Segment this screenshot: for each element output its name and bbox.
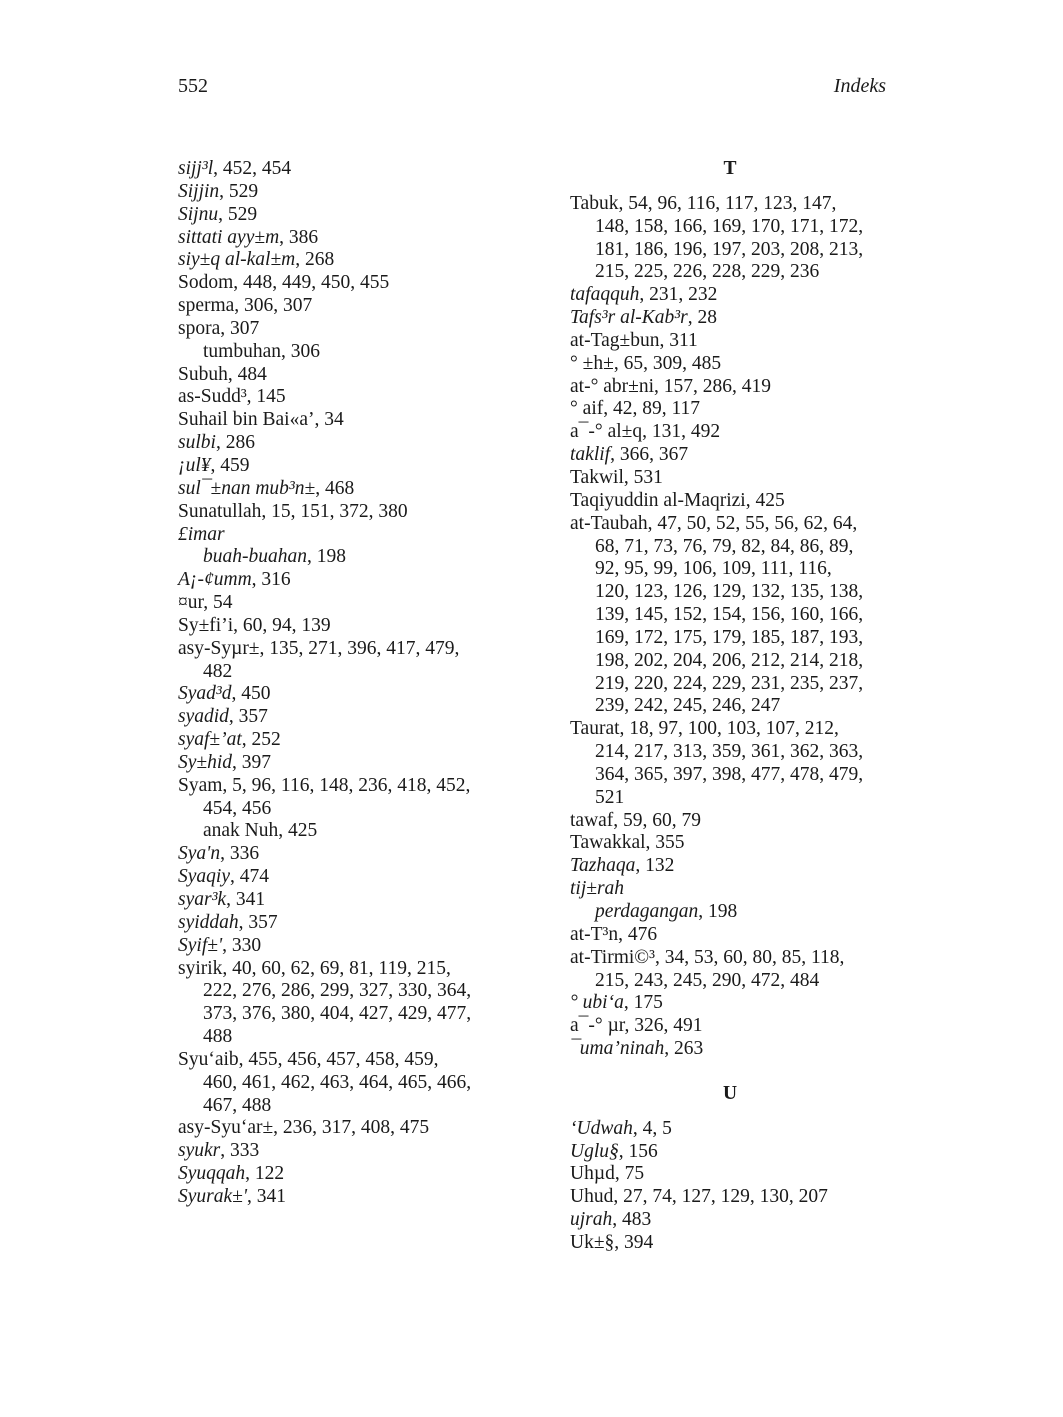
index-entry (178, 1117, 508, 1140)
entry-pages: , 263 (664, 1038, 704, 1060)
entry-term: 169, 172, 175, 179, 185, 187, 193, (595, 626, 864, 648)
entry-term: Syu‘aib, 455, 456, 457, 458, 459, (178, 1048, 439, 1070)
entry-term: as-Sudd³, 145 (178, 386, 286, 408)
index-section-t (570, 193, 890, 1061)
index-entry (178, 524, 508, 547)
index-entry (570, 421, 890, 444)
index-entry (570, 330, 890, 353)
entry-term: Uhud, 27, 74, 127, 129, 130, 207 (570, 1186, 828, 1208)
index-entry (570, 992, 890, 1015)
entry-pages: , 175 (623, 992, 663, 1014)
entry-term: Tawakkal, 355 (570, 832, 685, 854)
entry-term: Tazhaqa (570, 855, 636, 877)
entry-term: sperma, 306, 307 (178, 295, 313, 317)
index-entry (178, 455, 508, 478)
entry-term: Sijjin (178, 180, 220, 202)
entry-term: Taqiyuddin al-Maqrizi, 425 (570, 489, 785, 511)
entry-term: Taurat, 18, 97, 100, 103, 107, 212, (570, 718, 839, 740)
index-entry (570, 1141, 890, 1164)
index-entry (178, 729, 508, 752)
entry-term: syadid (178, 706, 229, 728)
index-entry (178, 1049, 508, 1072)
index-column-left (178, 158, 508, 1209)
index-entry-continuation (570, 604, 890, 627)
index-entry (570, 810, 890, 833)
index-subentry (178, 341, 508, 364)
entry-term: tij±rah (570, 878, 625, 900)
entry-term: Sunatullah, 15, 151, 372, 380 (178, 500, 408, 522)
entry-term: 521 (595, 786, 625, 808)
entry-term: anak Nuh, 425 (203, 820, 318, 842)
index-entry (570, 513, 890, 536)
entry-term: taklif (570, 444, 611, 466)
entry-term: 215, 225, 226, 228, 229, 236 (595, 261, 820, 283)
entry-pages: , 357 (238, 911, 278, 933)
index-entry (178, 775, 508, 798)
index-subentry (178, 546, 508, 569)
entry-pages: , 333 (220, 1140, 260, 1162)
entry-term: sijj³l (178, 158, 214, 179)
index-entry (178, 889, 508, 912)
entry-term: syirik, 40, 60, 62, 69, 81, 119, 215, (178, 957, 451, 979)
index-entry-continuation (178, 1026, 508, 1049)
index-entry (178, 432, 508, 455)
index-entry (570, 193, 890, 216)
index-entry (570, 1186, 890, 1209)
index-entry (178, 706, 508, 729)
entry-term: 364, 365, 397, 398, 477, 478, 479, (595, 763, 864, 785)
entry-term: 222, 276, 286, 299, 327, 330, 364, (203, 980, 472, 1002)
entry-pages: , 459 (210, 454, 250, 476)
entry-term: Uglu§ (570, 1140, 619, 1162)
entry-pages: , 4, 5 (632, 1117, 672, 1139)
entry-pages: , 330 (222, 934, 262, 956)
entry-term: 148, 158, 166, 169, 170, 171, 172, (595, 215, 864, 237)
entry-pages: , 336 (220, 843, 260, 865)
index-entry (570, 1118, 890, 1141)
index-entry (178, 752, 508, 775)
entry-term: Sodom, 448, 449, 450, 455 (178, 272, 390, 294)
index-entry (178, 958, 508, 981)
entry-term: 454, 456 (203, 797, 272, 819)
entry-term: £imar (178, 523, 225, 545)
index-entry (178, 386, 508, 409)
page-number: 552 (178, 75, 208, 97)
entry-term: asy-Syµr±, 135, 271, 396, 417, 479, (178, 637, 460, 659)
index-entry (570, 1038, 890, 1061)
index-entry (178, 683, 508, 706)
entry-term: tafaqquh (570, 284, 640, 306)
index-entry (178, 912, 508, 935)
entry-term: at-T³n, 476 (570, 923, 658, 945)
entry-term: ° ubi‘a (570, 992, 624, 1014)
entry-pages: , 529 (219, 180, 259, 202)
index-entry (570, 490, 890, 513)
entry-term: 373, 376, 380, 404, 427, 429, 477, (203, 1003, 472, 1025)
entry-pages: , 529 (218, 203, 258, 225)
index-entry-continuation (570, 787, 890, 810)
entry-pages: , 357 (228, 706, 268, 728)
entry-term: Syaqiy (178, 866, 230, 888)
index-entry-continuation (570, 970, 890, 993)
entry-term: 92, 95, 99, 106, 109, 111, 116, (595, 558, 832, 580)
entry-term: sul¯±nan mub³n± (178, 477, 316, 499)
index-entry (178, 569, 508, 592)
entry-term: Takwil, 531 (570, 466, 663, 488)
index-entry (178, 227, 508, 250)
index-entry (570, 467, 890, 490)
entry-term: sittati ayy±m (178, 226, 280, 248)
entry-term: ¯uma’ninah (570, 1038, 665, 1060)
index-subentry (570, 901, 890, 924)
entry-term: Sy±hid (178, 751, 233, 773)
index-entry (178, 204, 508, 227)
entry-pages: , 198 (698, 901, 738, 922)
index-entry (178, 1163, 508, 1186)
entry-term: 488 (203, 1026, 233, 1048)
entry-term: sulbi (178, 432, 216, 454)
index-entry-continuation (570, 216, 890, 239)
index-entry (178, 158, 508, 181)
index-entry (178, 181, 508, 204)
index-entry (570, 947, 890, 970)
entry-pages: , 450 (231, 683, 271, 705)
entry-term: 460, 461, 462, 463, 464, 465, 466, (203, 1071, 472, 1093)
entry-term: Sy±fi’i, 60, 94, 139 (178, 614, 331, 636)
index-entry (178, 1140, 508, 1163)
entry-term: Syuqqah (178, 1163, 246, 1185)
index-entry (178, 501, 508, 524)
index-entry-continuation (570, 536, 890, 559)
entry-term: Syif±' (178, 934, 223, 956)
index-entry-continuation (570, 627, 890, 650)
entry-term: 139, 145, 152, 154, 156, 160, 166, (595, 604, 864, 626)
index-entry-continuation (178, 1095, 508, 1118)
index-entry (178, 295, 508, 318)
entry-pages: , 198 (307, 546, 346, 568)
entry-term: ujrah (570, 1209, 613, 1231)
index-entry-continuation (570, 695, 890, 718)
entry-term: Suhail bin Bai«a’, 34 (178, 409, 344, 431)
entry-term: 68, 71, 73, 76, 79, 82, 84, 86, 89, (595, 535, 854, 557)
entry-term: ¡ul¥ (178, 454, 211, 476)
entry-term: tawaf, 59, 60, 79 (570, 809, 702, 831)
index-entry-continuation (178, 980, 508, 1003)
entry-pages: , 231, 232 (639, 284, 718, 306)
entry-term: Tafs³r al-Kab³r (570, 307, 688, 329)
index-entry-continuation (570, 741, 890, 764)
entry-pages: , 28 (687, 307, 717, 329)
index-entry (178, 638, 508, 661)
index-entry (570, 855, 890, 878)
index-entry (178, 866, 508, 889)
index-entry-continuation (178, 1003, 508, 1026)
index-entry-continuation (178, 1072, 508, 1095)
entry-term: tumbuhan, 306 (203, 340, 320, 362)
entry-term: Syad³d (178, 683, 232, 705)
entry-term: syar³k (178, 889, 227, 910)
entry-term: spora, 307 (178, 317, 260, 339)
index-subentry (178, 820, 508, 843)
index-entry (570, 1163, 890, 1186)
entry-term: ° aif, 42, 89, 117 (570, 398, 701, 420)
entry-term: asy-Syu‘ar±, 236, 317, 408, 475 (178, 1117, 430, 1139)
entry-term: 198, 202, 204, 206, 212, 214, 218, (595, 649, 864, 671)
entry-term: perdagangan (595, 901, 699, 922)
entry-term: A¡-¢umm (178, 569, 252, 591)
index-entry (570, 353, 890, 376)
entry-term: Tabuk, 54, 96, 116, 117, 123, 147, (570, 192, 837, 214)
entry-term: a¯-° al±q, 131, 492 (570, 421, 721, 443)
index-section-u (570, 1118, 890, 1255)
entry-term: a¯-° µr, 326, 491 (570, 1015, 703, 1037)
index-entry (178, 935, 508, 958)
entry-pages: , 341 (247, 1185, 287, 1207)
index-column-right (570, 158, 890, 1255)
entry-pages: , 268 (295, 249, 335, 271)
entry-term: Sya'n (178, 843, 221, 865)
entry-term: Uk±§, 394 (570, 1231, 654, 1253)
index-entry (178, 318, 508, 341)
index-entry (570, 878, 890, 901)
entry-term: siy±q al-kal±m (178, 249, 296, 271)
entry-term: at-Tirmi©³, 34, 53, 60, 80, 85, 118, (570, 946, 845, 968)
index-entry-continuation (178, 661, 508, 684)
index-entry (570, 284, 890, 307)
entry-pages: , 468 (315, 477, 355, 499)
entry-term: Syurak±' (178, 1185, 248, 1207)
entry-term: Uhµd, 75 (570, 1163, 645, 1185)
index-entry (570, 307, 890, 330)
index-entry (178, 249, 508, 272)
entry-term: buah-buahan (203, 546, 307, 568)
index-entry (570, 924, 890, 947)
index-entry (178, 843, 508, 866)
index-entry (178, 1186, 508, 1209)
entry-pages: , 252 (241, 729, 281, 751)
entry-term: 239, 242, 245, 246, 247 (595, 695, 781, 717)
entry-term: syukr (178, 1140, 221, 1162)
index-entry (570, 1015, 890, 1038)
entry-pages: , 132 (635, 855, 675, 877)
entry-pages: , 122 (245, 1163, 285, 1185)
index-entry (570, 444, 890, 467)
section-heading-u: U (722, 1082, 738, 1104)
entry-pages: , 156 (618, 1140, 658, 1162)
entry-term: at-° abr±ni, 157, 286, 419 (570, 375, 772, 397)
index-entry (178, 364, 508, 387)
index-entry (178, 272, 508, 295)
entry-pages: , 474 (229, 866, 269, 888)
index-entry (178, 615, 508, 638)
index-entry-continuation (570, 581, 890, 604)
entry-pages: , 452, 454 (213, 158, 292, 179)
index-entry (178, 478, 508, 501)
index-entry-continuation (570, 673, 890, 696)
entry-term: ‘Udwah (570, 1117, 633, 1139)
index-entry (570, 376, 890, 399)
index-entry (178, 409, 508, 432)
index-entry-continuation (570, 650, 890, 673)
entry-pages: , 366, 367 (610, 444, 689, 466)
entry-term: at-Taubah, 47, 50, 52, 55, 56, 62, 64, (570, 512, 858, 534)
entry-term: ° ±h±, 65, 309, 485 (570, 352, 722, 374)
index-entry-continuation (178, 798, 508, 821)
index-entry (570, 832, 890, 855)
entry-term: 482 (203, 660, 233, 682)
index-entry-continuation (570, 764, 890, 787)
entry-pages: , 386 (279, 226, 319, 248)
entry-term: Sijnu (178, 203, 219, 225)
entry-term: 219, 220, 224, 229, 231, 235, 237, (595, 672, 864, 694)
entry-term: Syam, 5, 96, 116, 148, 236, 418, 452, (178, 774, 471, 796)
entry-term: 215, 243, 245, 290, 472, 484 (595, 969, 820, 991)
entry-term: 181, 186, 196, 197, 203, 208, 213, (595, 238, 864, 260)
entry-term: 120, 123, 126, 129, 132, 135, 138, (595, 581, 864, 603)
index-entry-continuation (570, 239, 890, 262)
index-entry (570, 398, 890, 421)
entry-term: syiddah (178, 911, 239, 933)
entry-pages: , 341 (226, 889, 266, 910)
entry-term: 467, 488 (203, 1094, 272, 1116)
index-entry-continuation (570, 261, 890, 284)
entry-term: syaf±’at (178, 729, 242, 751)
section-heading-t: T (723, 158, 737, 179)
entry-pages: , 286 (215, 432, 255, 454)
index-entry (570, 1209, 890, 1232)
entry-term: Subuh, 484 (178, 363, 267, 385)
index-entry (570, 718, 890, 741)
running-title: Indeks (833, 75, 886, 97)
entry-term: 214, 217, 313, 359, 361, 362, 363, (595, 741, 864, 763)
index-entry (178, 592, 508, 615)
entry-term: ¤ur, 54 (178, 592, 233, 614)
entry-pages: , 483 (612, 1209, 652, 1231)
entry-pages: , 316 (251, 569, 291, 591)
index-entry (570, 1232, 890, 1255)
entry-term: at-Tag±bun, 311 (570, 329, 698, 351)
index-entry-continuation (570, 558, 890, 581)
entry-pages: , 397 (232, 751, 272, 773)
